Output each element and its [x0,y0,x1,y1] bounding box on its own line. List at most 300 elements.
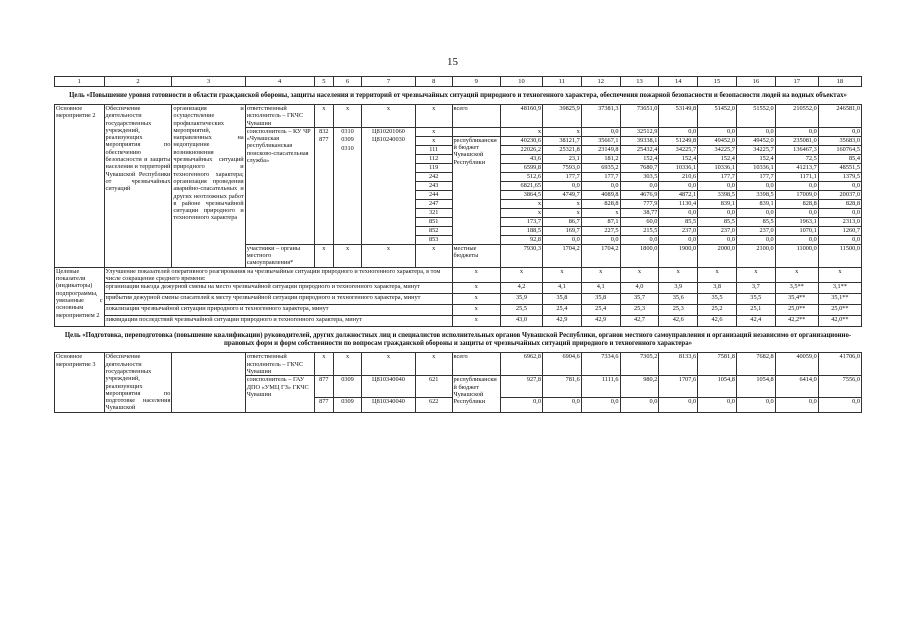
value-cell: 25,3 [659,305,698,316]
value-cell: 1070,1 [775,226,818,235]
value-cell: 0,0 [698,397,737,412]
target-code: Ц810340040 [362,376,416,397]
value-cell: 0,0 [543,181,582,190]
target-indicators-label: Целевые показатели (индикаторы) подпрограммы, увязанные с основным мероприятием 2 [55,267,105,327]
value-cell: 73651,0 [620,105,659,128]
value-cell: 23,1 [543,154,582,163]
indicator-name: ликвидации последствий чрезвычайной ситуации природного и техногенного характера, минут [104,316,452,327]
activity-name: Основное мероприятие 2 [55,105,105,268]
target-code [362,190,416,199]
table-cell: x [314,244,333,267]
value-cell: 51249,8 [659,136,698,145]
value-cell: 40059,0 [775,353,818,376]
expense-code: 622 [415,397,452,412]
section-code: 0309 [334,397,362,412]
value-cell: x [659,267,698,283]
target-code: Ц810201060 [362,127,416,136]
expense-code: 321 [415,208,452,217]
value-cell: 25,0** [775,305,818,316]
responsible-executor: ответственный исполнитель – ГКЧС Чувашии [245,353,314,376]
value-cell: 181,2 [581,154,620,163]
value-cell: 0,0 [620,235,659,244]
co-executor: соисполнитель – ГАУ ДПО «УМЦ ГЗ» ГКЧС Чувашии [245,376,314,412]
value-cell: 39338,1 [620,136,659,145]
value-cell: 7682,8 [736,353,775,376]
table-cell: x [314,105,333,128]
expense-code: 242 [415,172,452,181]
value-cell: 3,5** [775,283,818,294]
goal-heading: Цель «Подготовка, переподготовка (повышение квалификации) руководителей, других должностных лиц и специалистов исполнительных органов Чувашской Республики, органов местного самоуправления и организаций независимо от организационно-правовых форм и форм собственности по вопросам гражданской обороны и защиты от чрезвычайных ситуаций природного и техногенного характера» [55,327,862,353]
expense-code: 853 [415,235,452,244]
column-number: 9 [452,77,500,87]
column-number: 4 [245,77,314,87]
value-cell: 246581,0 [818,105,861,128]
value-cell: 17009,0 [775,190,818,199]
value-cell: 6414,0 [775,376,818,397]
value-cell: x [543,267,582,283]
value-cell: 0,0 [736,235,775,244]
ministry-code [314,217,333,226]
value-cell: 152,4 [620,154,659,163]
table-cell: x [452,316,500,327]
section-code: 0310 [334,127,362,136]
ministry-code [314,235,333,244]
value-cell: 10336,1 [736,163,775,172]
value-cell: x [501,208,543,217]
value-cell: 237,0 [659,226,698,235]
column-number: 3 [172,77,245,87]
value-cell: 0,0 [659,208,698,217]
activity-description [172,353,245,412]
value-cell: 0,0 [659,397,698,412]
value-cell: 35,8 [581,294,620,305]
table-cell: x [334,244,362,267]
value-cell: 237,0 [698,226,737,235]
value-cell: 0,0 [818,208,861,217]
column-number: 7 [362,77,416,87]
value-cell: 303,5 [620,172,659,181]
target-code [362,199,416,208]
value-cell: 0,0 [775,397,818,412]
value-cell: 177,7 [543,172,582,181]
target-code [362,181,416,190]
value-cell: 43,0 [501,316,543,327]
column-number: 13 [620,77,659,87]
expense-code: x [415,127,452,136]
value-cell: 781,6 [543,376,582,397]
value-cell: x [818,267,861,283]
value-cell: 927,8 [501,376,543,397]
value-cell: 1707,6 [659,376,698,397]
column-number: 18 [818,77,861,87]
value-cell: 0,0 [775,181,818,190]
co-executor: соисполнитель – КУ ЧР «Чувашская республиканская поисково-спасательная служба» [245,127,314,244]
value-cell: 839,1 [736,199,775,208]
value-cell: 35,5 [736,294,775,305]
value-cell: 3398,5 [698,190,737,199]
value-cell: 35,5 [698,294,737,305]
funding-source [452,127,500,136]
column-number: 2 [104,77,172,87]
value-cell: 42,9 [581,316,620,327]
goal-heading: Цель «Повышение уровня готовности в области гражданской обороны, защиты населения и территорий от чрезвычайных ситуаций природного и техногенного характера, обеспечения пожарной безопасности и безопасности людей на водных объектах» [55,87,862,105]
value-cell: 0,0 [698,127,737,136]
value-cell: 7305,2 [620,353,659,376]
value-cell: 2000,0 [698,244,737,267]
section-code [334,163,362,172]
value-cell: 35,8 [543,294,582,305]
value-cell: 0,0 [659,127,698,136]
value-cell: x [736,267,775,283]
value-cell: 4,1 [543,283,582,294]
value-cell: 38,77 [620,208,659,217]
table-cell: x [334,353,362,376]
target-code [362,172,416,181]
value-cell: x [775,267,818,283]
value-cell: 86,7 [543,217,582,226]
value-cell: 25,2 [698,305,737,316]
column-number: 8 [415,77,452,87]
value-cell: 0,0 [775,235,818,244]
value-cell: 7680,7 [620,163,659,172]
value-cell: 35,4** [775,294,818,305]
column-number: 15 [698,77,737,87]
target-code [362,235,416,244]
indicator-name: организации выезда дежурной смены на место чрезвычайной ситуации природного и техногенного характера, минут [104,283,452,294]
value-cell: 0,0 [581,127,620,136]
value-cell: 1704,2 [543,244,582,267]
value-cell: 10336,1 [659,163,698,172]
ministry-code [314,190,333,199]
funding-source: республиканский бюджет Чувашской Республики [452,136,500,244]
value-cell: 51452,0 [698,105,737,128]
value-cell: 42,7 [620,316,659,327]
value-cell: 152,4 [736,154,775,163]
value-cell: 828,8 [818,199,861,208]
value-cell: 25,1 [736,305,775,316]
value-cell: 0,0 [818,397,861,412]
value-cell: 177,7 [581,172,620,181]
value-cell: 7930,3 [501,244,543,267]
value-cell: x [501,127,543,136]
table-cell: x [415,353,452,376]
value-cell: 42,6 [659,316,698,327]
value-cell: 3,1** [818,283,861,294]
value-cell: 1379,5 [818,172,861,181]
value-cell: 20037,0 [818,190,861,199]
value-cell: 34225,7 [659,145,698,154]
activity-name: Основное мероприятие 3 [55,353,105,412]
responsible-executor: ответственный исполнитель – ГКЧС Чувашии [245,105,314,128]
value-cell: 34225,7 [698,145,737,154]
value-cell: 2100,0 [736,244,775,267]
column-number: 6 [334,77,362,87]
value-cell: 85,5 [736,217,775,226]
target-code [362,226,416,235]
table-cell: x [452,294,500,305]
target-code [362,145,416,154]
indicator-name: Улучшение показателей оперативного реагирования на чрезвычайные ситуации природного и техногенного характера, в том числе сокращение среднего времени: [104,267,452,283]
column-number: 10 [501,77,543,87]
value-cell: 42,2** [775,316,818,327]
funding-source: всего [452,105,500,128]
table-cell: x [415,105,452,128]
section-code [334,181,362,190]
value-cell: 136467,3 [775,145,818,154]
value-cell: x [698,267,737,283]
value-cell: 1900,0 [659,244,698,267]
ministry-code [314,163,333,172]
section-code [334,190,362,199]
value-cell: 4872,1 [659,190,698,199]
value-cell: 6962,8 [501,353,543,376]
activity-title: Обеспечение деятельности государственных учреждений, реализующих мероприятия по подготовке населения Чувашской [105,353,171,412]
table-cell: x [362,105,416,128]
expense-code: 243 [415,181,452,190]
ministry-code: 832 [314,127,333,136]
value-cell: 1704,2 [581,244,620,267]
value-cell: 0,0 [736,397,775,412]
value-cell: 6599,8 [501,163,543,172]
value-cell: 7556,0 [818,376,861,397]
value-cell: 35,1** [818,294,861,305]
ministry-code [314,199,333,208]
value-cell: 4,0 [620,283,659,294]
value-cell: x [543,208,582,217]
expense-code: 247 [415,199,452,208]
value-cell: 3864,5 [501,190,543,199]
table-cell: x [334,105,362,128]
value-cell: 4,2 [501,283,543,294]
value-cell: 3398,5 [736,190,775,199]
value-cell: 0,0 [543,397,582,412]
value-cell: 0,0 [818,127,861,136]
value-cell: x [501,199,543,208]
value-cell: 4089,8 [581,190,620,199]
value-cell: 41213,7 [775,163,818,172]
value-cell: 0,0 [501,397,543,412]
value-cell: x [543,199,582,208]
value-cell: x [501,267,543,283]
value-cell: 1963,1 [775,217,818,226]
target-code: Ц810240030 [362,136,416,145]
value-cell: 0,0 [620,181,659,190]
section-code [334,208,362,217]
target-code [362,154,416,163]
section-code: 0309 [334,376,362,397]
value-cell: 42,9 [543,316,582,327]
value-cell: 0,0 [581,235,620,244]
value-cell: 0,0 [818,181,861,190]
value-cell: 43,6 [501,154,543,163]
expense-code: 852 [415,226,452,235]
column-number: 1 [55,77,105,87]
value-cell: 0,0 [698,235,737,244]
value-cell: 7581,8 [698,353,737,376]
expense-code: x [415,136,452,145]
ministry-code [314,181,333,190]
table-cell: x [452,305,500,316]
value-cell: 4749,7 [543,190,582,199]
value-cell: 49452,0 [698,136,737,145]
value-cell: 1111,6 [581,376,620,397]
section-code [334,226,362,235]
column-number: 12 [581,77,620,87]
value-cell: 35,6 [659,294,698,305]
table-cell: x [362,353,416,376]
value-cell: 92,8 [501,235,543,244]
value-cell: 1800,0 [620,244,659,267]
expense-code: 111 [415,145,452,154]
value-cell: 35667,1 [581,136,620,145]
column-number: 16 [736,77,775,87]
value-cell: 35683,0 [818,136,861,145]
value-cell: 25,4 [543,305,582,316]
column-number: 5 [314,77,333,87]
value-cell: 1054,8 [698,376,737,397]
value-cell: 25432,4 [620,145,659,154]
value-cell: 0,0 [736,181,775,190]
expense-code: 112 [415,154,452,163]
value-cell: 85,5 [698,217,737,226]
value-cell: 35,7 [620,294,659,305]
value-cell: 173,7 [501,217,543,226]
value-cell: 2313,0 [818,217,861,226]
expense-code: 851 [415,217,452,226]
value-cell: 0,0 [581,181,620,190]
value-cell: 25,0** [818,305,861,316]
value-cell: 6935,2 [581,163,620,172]
value-cell: 37381,3 [581,105,620,128]
value-cell: 152,4 [659,154,698,163]
value-cell: 8133,6 [659,353,698,376]
value-cell: 0,0 [698,181,737,190]
ministry-code: 877 [314,376,333,397]
indicator-name: прибытия дежурной смены спасателей к месту чрезвычайной ситуации природного и техногенного характера, минут [104,294,452,305]
value-cell: 0,0 [698,208,737,217]
value-cell: 51552,0 [736,105,775,128]
ministry-code [314,226,333,235]
activity-title: Обеспечение деятельности государственных учреждений, реализующих мероприятия по обеспечению безопасности и защиты населения и территорий Чувашской Республики от чрезвычайных ситуаций [104,105,172,268]
value-cell: 6821,65 [501,181,543,190]
value-cell: 210552,0 [775,105,818,128]
value-cell: 0,0 [736,208,775,217]
page-number: 15 [447,56,458,68]
value-cell: 152,4 [698,154,737,163]
table-cell: x [415,244,452,267]
ministry-code [314,208,333,217]
value-cell: 42,0** [818,316,861,327]
value-cell: 0,0 [775,208,818,217]
table-cell: x [452,283,500,294]
value-cell: 0,0 [581,397,620,412]
value-cell: 53149,8 [659,105,698,128]
value-cell: 25,3 [620,305,659,316]
value-cell: 42,4 [736,316,775,327]
section-code [334,154,362,163]
value-cell: 177,7 [736,172,775,181]
value-cell: 23149,8 [581,145,620,154]
value-cell: 980,2 [620,376,659,397]
value-cell: 1171,1 [775,172,818,181]
value-cell: 1130,4 [659,199,698,208]
ministry-code: 877 [314,136,333,145]
expense-code: 119 [415,163,452,172]
value-cell: 0,0 [659,235,698,244]
indicator-name: локализации чрезвычайной ситуации природного и техногенного характера, минут [104,305,452,316]
table-cell: x [314,353,333,376]
value-cell: 25,4 [581,305,620,316]
value-cell: 49452,0 [736,136,775,145]
value-cell: 87,1 [581,217,620,226]
value-cell: 512,6 [501,172,543,181]
value-cell: 235081,0 [775,136,818,145]
value-cell: 3,8 [698,283,737,294]
value-cell: 38121,7 [543,136,582,145]
value-cell: 839,1 [698,199,737,208]
value-cell: 210,6 [659,172,698,181]
table-cell: x [362,244,416,267]
value-cell: 11500,0 [818,244,861,267]
value-cell: x [581,267,620,283]
value-cell: 41706,0 [818,353,861,376]
section-code [334,235,362,244]
value-cell: 777,9 [620,199,659,208]
ministry-code [314,145,333,154]
section-code [334,172,362,181]
target-code [362,208,416,217]
value-cell: 48160,9 [501,105,543,128]
expense-code: 621 [415,376,452,397]
value-cell: 0,0 [775,127,818,136]
value-cell: 39825,9 [543,105,582,128]
value-cell: 25321,8 [543,145,582,154]
section-code: 0309 [334,136,362,145]
value-cell: x [581,208,620,217]
value-cell: 34225,7 [736,145,775,154]
value-cell: 11000,0 [775,244,818,267]
value-cell: 160764,5 [818,145,861,154]
value-cell: 0,0 [620,397,659,412]
target-code [362,217,416,226]
value-cell: 3,7 [736,283,775,294]
value-cell: 85,5 [659,217,698,226]
value-cell: 828,8 [775,199,818,208]
value-cell: 0,0 [818,235,861,244]
value-cell: 72,5 [775,154,818,163]
ministry-code [314,172,333,181]
value-cell: 188,5 [501,226,543,235]
value-cell: 22026,2 [501,145,543,154]
ministry-code: 877 [314,397,333,412]
value-cell: 10336,1 [698,163,737,172]
value-cell: 237,0 [736,226,775,235]
program-table [54,76,862,413]
column-number: 11 [543,77,582,87]
value-cell: 227,5 [581,226,620,235]
value-cell: 828,8 [581,199,620,208]
ministry-code [314,154,333,163]
column-number: 17 [775,77,818,87]
value-cell: 169,7 [543,226,582,235]
section-code: 0310 [334,145,362,154]
table-cell: x [452,267,500,283]
section-code [334,199,362,208]
value-cell: x [543,127,582,136]
value-cell: 0,0 [543,235,582,244]
section-code [334,217,362,226]
value-cell: 7593,0 [543,163,582,172]
